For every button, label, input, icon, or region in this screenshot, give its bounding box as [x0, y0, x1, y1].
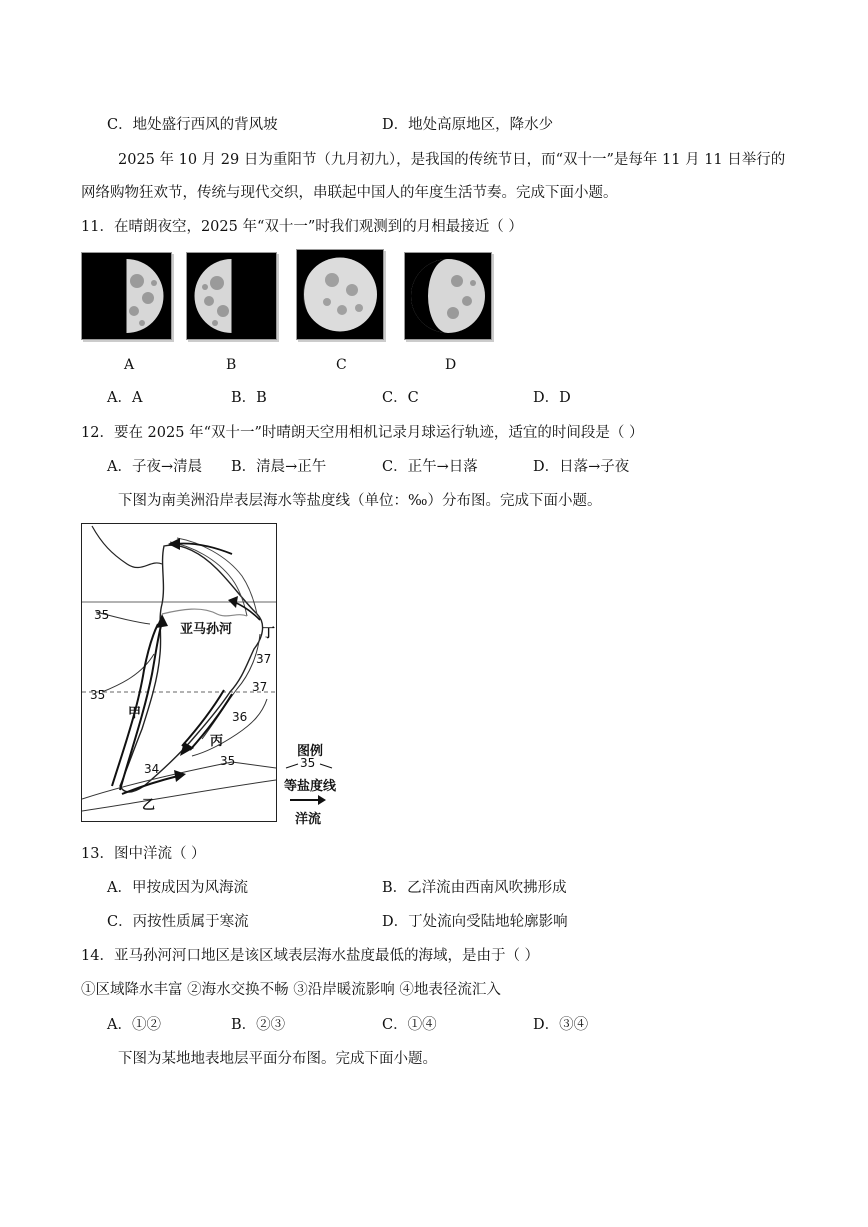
q12-option-b: B．清晨→正午 — [231, 459, 327, 475]
q13-option-d: D．丁处流向受陆地轮廓影响 — [382, 914, 568, 930]
q14-option-c: C．①④ — [382, 1017, 437, 1033]
legend-title: 图例 — [296, 744, 323, 759]
isohaline-label: 35 — [220, 754, 236, 768]
q12-option-a: A．子夜→清晨 — [107, 459, 203, 475]
moon-label-a: A — [124, 357, 135, 373]
isohaline-label: 35 — [94, 608, 110, 622]
map-label-current-jia: 甲 — [128, 706, 142, 721]
moon-label-b: B — [226, 357, 237, 373]
q10-option-d: D．地处高原地区，降水少 — [382, 117, 554, 133]
intro-paragraph-line-1: 2025 年 10 月 29 日为重阳节（九月初九），是我国的传统节日，而“双十一”是每年 11 月 11 日举行的 — [118, 152, 786, 168]
legend-isoline-value: 35 — [300, 756, 316, 770]
q12-option-d: D．日落→子夜 — [533, 459, 630, 475]
legend-isoline-label: 等盐度线 — [283, 779, 336, 794]
map-label-current-bing: 丙 — [210, 734, 224, 749]
question-13-stem: 13．图中洋流（ ） — [81, 846, 206, 862]
intro-paragraph-line-2: 网络购物狂欢节，传统与现代交织，串联起中国人的年度生活节奏。完成下面小题。 — [81, 185, 618, 201]
moon-image-d — [404, 252, 492, 340]
map-label-current-ding: 丁 — [262, 626, 276, 641]
legend-current-arrow-icon — [288, 794, 328, 806]
moon-image-a — [81, 252, 172, 340]
map-label-amazon-river: 亚马孙河 — [180, 622, 233, 637]
q14-option-d: D．③④ — [533, 1017, 589, 1033]
isohaline-label: 37 — [256, 652, 272, 666]
isohaline-label: 34 — [144, 762, 160, 776]
legend-current-label: 洋流 — [294, 812, 321, 827]
question-11-stem: 11．在晴朗夜空，2025 年“双十一”时我们观测到的月相最接近（ ） — [81, 219, 523, 235]
q11-option-c: C．C — [382, 390, 419, 406]
map-label-current-yi: 乙 — [142, 798, 156, 813]
next-figure-intro: 下图为某地地表地层平面分布图。完成下面小题。 — [118, 1051, 437, 1067]
moon-label-c: C — [336, 357, 347, 373]
q12-option-c: C．正午→日落 — [382, 459, 478, 475]
isohaline-label: 36 — [232, 710, 248, 724]
q14-option-b: B．②③ — [231, 1017, 286, 1033]
south-america-salinity-map — [81, 523, 277, 822]
question-14-stem: 14．亚马孙河河口地区是该区域表层海水盐度最低的海域，是由于（ ） — [81, 948, 540, 964]
isohaline-label: 37 — [252, 680, 268, 694]
q13-option-a: A．甲按成因为风海流 — [107, 880, 248, 896]
moon-image-b — [186, 252, 277, 340]
question-14-choices: ①区域降水丰富 ②海水交换不畅 ③沿岸暖流影响 ④地表径流汇入 — [81, 982, 501, 998]
moon-image-c — [296, 249, 384, 340]
isohaline-label: 35 — [90, 688, 106, 702]
map-intro: 下图为南美洲沿岸表层海水等盐度线（单位：‰）分布图。完成下面小题。 — [118, 493, 602, 509]
q11-option-d: D．D — [533, 390, 571, 406]
q13-option-c: C．丙按性质属于寒流 — [107, 914, 249, 930]
question-12-stem: 12．要在 2025 年“双十一”时晴朗天空用相机记录月球运行轨迹，适宜的时间段是（ ） — [81, 425, 644, 441]
q10-option-c: C．地处盛行西风的背风坡 — [107, 117, 278, 133]
moon-label-d: D — [445, 357, 457, 373]
q14-option-a: A．①② — [107, 1017, 161, 1033]
q11-option-a: A．A — [107, 390, 143, 406]
q11-option-b: B．B — [231, 390, 267, 406]
q13-option-b: B．乙洋流由西南风吹拂形成 — [382, 880, 567, 896]
